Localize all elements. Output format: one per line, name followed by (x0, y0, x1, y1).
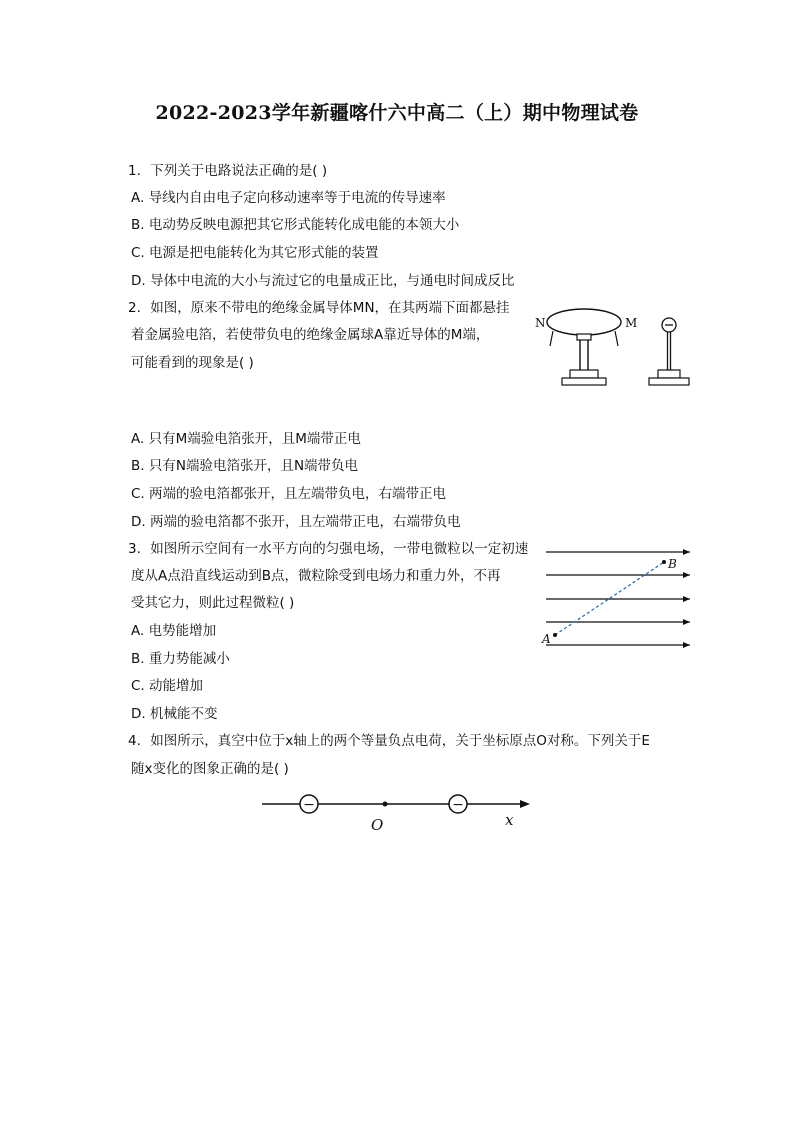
negative-charge-left-sign: − (303, 797, 315, 813)
origin-point (383, 802, 388, 807)
question-2-stem-line-3: 可能看到的现象是( ) (131, 355, 254, 371)
question-4-stem (128, 732, 650, 750)
question-2-stem (128, 299, 510, 317)
question-3-stem (128, 540, 528, 558)
question-3-stem-line-1: 如图所示空间有一水平方向的匀强电场，一带电微粒以一定初速 (150, 541, 529, 557)
question-2-option-b: B. 只有N端验电箔张开，且N端带负电 (131, 458, 359, 474)
conductor-clamp (577, 334, 591, 340)
question-1-option-d: D. 导体中电流的大小与流过它的电量成正比，与通电时间成反比 (131, 273, 515, 289)
conductor-stand-base (570, 370, 598, 378)
question-1-option-b: B. 电动势反映电源把其它形式能转化成电能的本领大小 (131, 217, 460, 233)
question-1-number: 1. (128, 163, 141, 179)
label-a: A (542, 632, 551, 646)
question-3-number: 3. (128, 541, 141, 557)
label-n: N (535, 316, 546, 330)
question-2-option-a: A. 只有M端验电箔张开，且M端带正电 (131, 431, 361, 447)
label-b: B (668, 557, 677, 571)
page-title: 2022-2023学年新疆喀什六中高二（上）期中物理试卷 (155, 102, 639, 124)
question-1-stem (128, 162, 327, 180)
question-3-option-d: D. 机械能不变 (131, 706, 218, 722)
question-2-stem-line-1: 如图，原来不带电的绝缘金属导体MN，在其两端下面都悬挂 (150, 300, 510, 316)
electric-field-figure (538, 544, 698, 652)
foil-n (550, 331, 553, 346)
question-4-stem-line-2: 随x变化的图象正确的是( ) (131, 761, 289, 777)
label-origin: O (371, 816, 384, 834)
question-4-number: 4. (128, 733, 141, 749)
conductor-mn (547, 309, 621, 335)
question-3-option-a: A. 电势能增加 (131, 623, 217, 639)
ball-stand-base (658, 370, 680, 378)
question-3-stem-line-2: 度从A点沿直线运动到B点，微粒除受到电场力和重力外，不再 (131, 568, 501, 584)
point-charges-axis-figure (258, 790, 538, 834)
x-axis-arrow-icon (520, 800, 530, 808)
question-3-option-c: C. 动能增加 (131, 678, 204, 694)
point-b (662, 560, 666, 564)
question-2-number: 2. (128, 300, 141, 316)
question-1-option-a: A. 导线内自由电子定向移动速率等于电流的传导速率 (131, 190, 446, 206)
question-4-stem-line-1: 如图所示，真空中位于x轴上的两个等量负点电荷，关于坐标原点O对称。下列关于E (150, 733, 650, 749)
question-2-option-d: D. 两端的验电箔都不张开，且左端带正电，右端带负电 (131, 514, 461, 530)
negative-charge-right-sign: − (452, 797, 464, 813)
question-3-option-b: B. 重力势能减小 (131, 651, 230, 667)
question-2-option-c: C. 两端的验电箔都张开，且左端带负电，右端带正电 (131, 486, 447, 502)
question-1-stem-line-1: 下列关于电路说法正确的是( ) (150, 163, 328, 179)
question-3-stem-line-3: 受其它力，则此过程微粒( ) (131, 595, 295, 611)
conductor-electroscope-figure (528, 300, 698, 392)
label-m: M (625, 316, 638, 330)
point-a (553, 633, 557, 637)
foil-m (615, 331, 618, 346)
label-x-axis: x (505, 811, 514, 829)
question-1-option-c: C. 电源是把电能转化为其它形式能的装置 (131, 245, 379, 261)
question-2-stem-line-2: 着金属验电箔，若使带负电的绝缘金属球A靠近导体的M端， (131, 327, 490, 343)
